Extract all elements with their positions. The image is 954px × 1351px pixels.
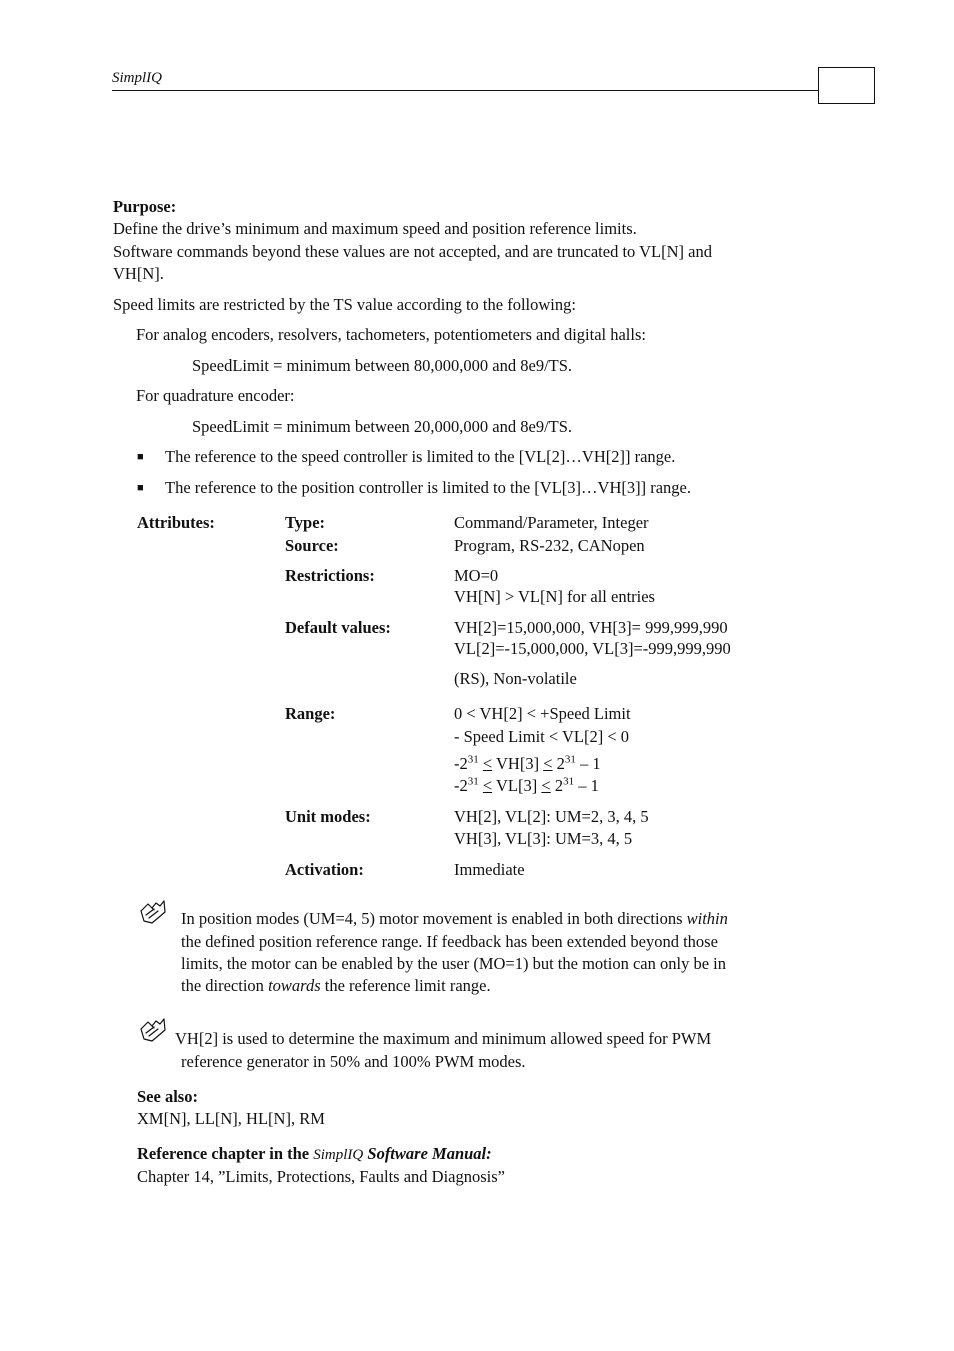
defaults-value-2: VL[2]=-15,000,000, VL[3]=-999,999,990: [454, 639, 731, 658]
reference-heading: [137, 1143, 492, 1166]
purpose-line-1: Define the drive’s minimum and maximum speed and position reference limits.: [113, 219, 637, 238]
unit-modes-value-2: VH[3], VL[3]: UM=3, 4, 5: [454, 829, 633, 848]
header-rule: [112, 90, 818, 91]
range-value-3: [454, 753, 601, 775]
note1-line-3: limits, the motor can be enabled by the user (MO=1) but the motion can only be in: [181, 954, 726, 973]
unit-modes-label: Unit modes:: [285, 807, 371, 826]
note-hand-icon: [138, 1015, 168, 1043]
range-4-exp: 31: [467, 775, 479, 788]
analog-formula: SpeedLimit = minimum between 80,000,000 and 8e9/TS.: [192, 356, 573, 375]
type-value: Command/Parameter, Integer: [454, 513, 649, 532]
note1-line-4: [181, 975, 491, 997]
bullet-marker: ■: [137, 482, 144, 494]
unit-modes-value-1: VH[2], VL[2]: UM=2, 3, 4, 5: [454, 807, 649, 826]
note1-line-1: [181, 908, 728, 930]
note2-line-1: VH[2] is used to determine the maximum and minimum allowed speed for PWM: [175, 1029, 712, 1048]
page-number-box: [818, 67, 875, 104]
range-3-b: 2: [552, 754, 565, 773]
restrictions-label: Restrictions:: [285, 566, 375, 585]
range-3-exp2: 31: [564, 753, 576, 766]
range-label: Range:: [285, 704, 336, 723]
note1-line-4a: the direction: [181, 976, 269, 995]
note1-line-2: the defined position reference range. If feedback has been extended beyond those: [181, 932, 718, 951]
range-4-le2: <: [541, 776, 551, 795]
bullet-item: The reference to the speed controller is limited to the [VL[2]…VH[2]] range.: [165, 447, 676, 466]
range-4-le1: <: [482, 776, 493, 795]
activation-value: Immediate: [454, 860, 525, 879]
quad-formula: SpeedLimit = minimum between 20,000,000 and 8e9/TS.: [192, 417, 573, 436]
header-brand: SimplIQ: [112, 70, 162, 86]
source-value: Program, RS-232, CANopen: [454, 536, 645, 555]
speed-intro: Speed limits are restricted by the TS value according to the following:: [113, 295, 576, 314]
note-hand-icon: [138, 897, 168, 925]
range-4-a: -2: [454, 776, 468, 795]
quad-label: For quadrature encoder:: [136, 386, 295, 405]
range-4-exp2: 31: [563, 775, 575, 788]
range-3-le1: <: [482, 754, 493, 773]
defaults-value-1: VH[2]=15,000,000, VH[3]= 999,999,990: [454, 618, 728, 637]
analog-label: For analog encoders, resolvers, tachometers, potentiometers and digital halls:: [136, 325, 646, 344]
range-3-a: -2: [454, 754, 468, 773]
range-3-mid: VH[3]: [492, 754, 544, 773]
range-4-c: – 1: [574, 776, 599, 795]
see-also-value: XM[N], LL[N], HL[N], RM: [137, 1109, 325, 1128]
purpose-heading: Purpose:: [113, 197, 177, 216]
reference-value: Chapter 14, ”Limits, Protections, Faults and Diagnosis”: [137, 1167, 505, 1186]
range-3-exp: 31: [467, 753, 479, 766]
range-value-1: 0 < VH[2] < +Speed Limit: [454, 704, 631, 723]
bullet-item: The reference to the position controller is limited to the [VL[3]…VH[3]] range.: [165, 478, 691, 497]
reference-heading-a: Reference chapter in the: [137, 1144, 314, 1163]
activation-label: Activation:: [285, 860, 364, 879]
see-also-heading: See also:: [137, 1087, 198, 1106]
range-value-4: [454, 775, 599, 797]
restrictions-value-1: MO=0: [454, 566, 499, 585]
note1-towards: towards: [268, 976, 321, 995]
bullet-marker: ■: [137, 451, 144, 463]
note2-line-2: reference generator in 50% and 100% PWM modes.: [181, 1052, 526, 1071]
reference-brand: SimplIQ: [313, 1147, 364, 1163]
defaults-label: Default values:: [285, 618, 391, 637]
defaults-value-3: (RS), Non-volatile: [454, 669, 577, 688]
range-3-c: – 1: [575, 754, 601, 773]
note1-line-4c: the reference limit range.: [320, 976, 491, 995]
range-3-le2: <: [543, 754, 553, 773]
purpose-line-3: VH[N].: [113, 264, 164, 283]
range-4-b: 2: [550, 776, 564, 795]
note1-within: within: [686, 909, 728, 928]
type-label: Type:: [285, 513, 326, 532]
range-value-2: - Speed Limit < VL[2] < 0: [454, 727, 630, 746]
attributes-heading: Attributes:: [137, 513, 215, 532]
range-4-mid: VL[3]: [492, 776, 542, 795]
reference-heading-b: Software Manual:: [363, 1144, 492, 1163]
note1-line-1a: In position modes (UM=4, 5) motor movement is enabled in both directions: [181, 909, 687, 928]
source-label: Source:: [285, 536, 339, 555]
purpose-line-2: Software commands beyond these values are not accepted, and are truncated to VL[N] and: [113, 242, 712, 261]
restrictions-value-2: VH[N] > VL[N] for all entries: [454, 587, 655, 606]
